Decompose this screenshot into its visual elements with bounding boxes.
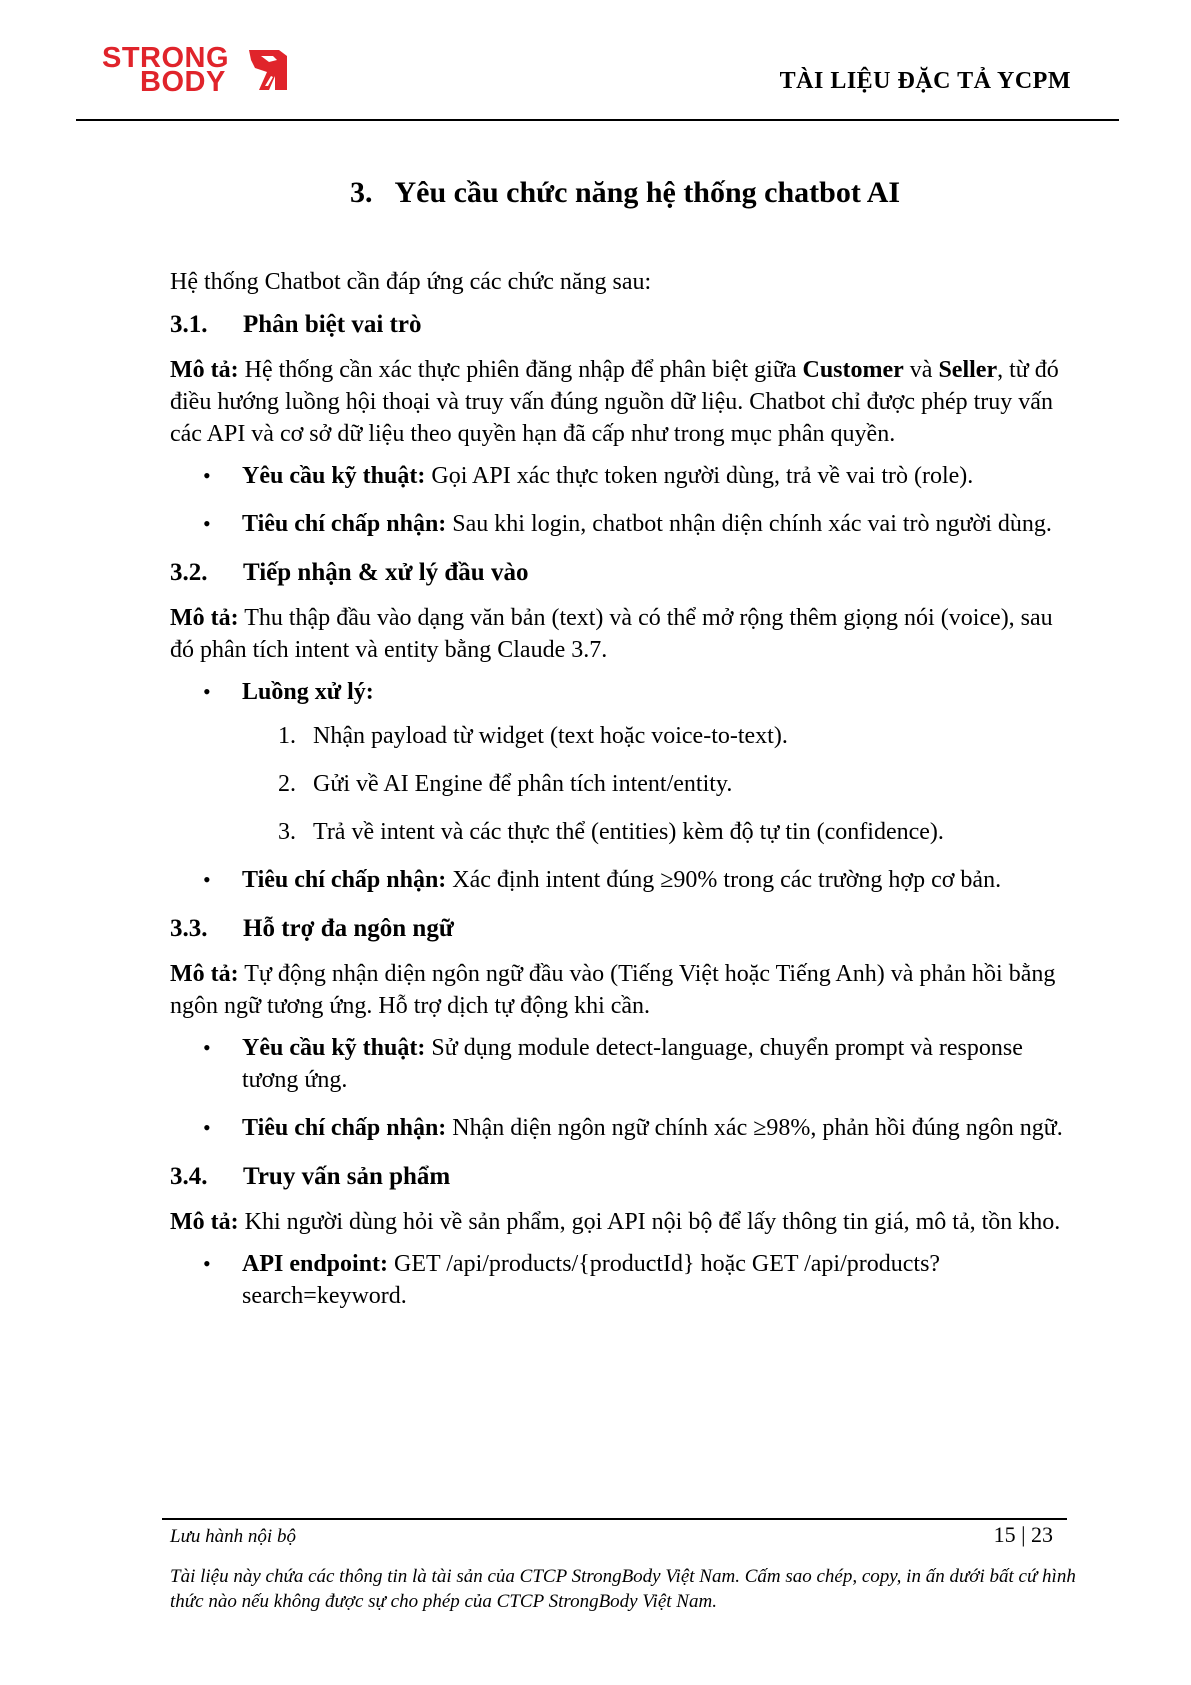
bullet-label: Luồng xử lý:: [242, 679, 374, 705]
section-number: 3.: [349, 176, 373, 209]
subsection-title: Phân biệt vai trò: [243, 311, 422, 338]
numbered-list: [170, 720, 1080, 848]
numbered-item: [170, 768, 1080, 800]
list-item: [170, 460, 1080, 492]
desc-text: , từ đó điều hướng luồng hội thoại và truy vấn đúng nguồn dữ liệu. Chatbot chỉ được phép truy vấn các API và cơ sở dữ liệu theo quyền hạn đã cấp như trong mục phân quyền.: [170, 357, 1059, 447]
confidentiality-note: Tài liệu này chứa các thông tin là tài sản của CTCP StrongBody Việt Nam. Cấm sao chép, copy, in ấn dưới bất cứ hình thức nào nếu không được sự cho phép của CTCP StrongBody Việt Nam.: [170, 1566, 1076, 1612]
footer-divider: [162, 1518, 1067, 1520]
section-heading: [170, 178, 1080, 208]
bullet-text: Nhận diện ngôn ngữ chính xác ≥98%, phản hồi đúng ngôn ngữ.: [446, 1115, 1063, 1141]
footer-distribution-label: Lưu hành nội bộ: [170, 1526, 296, 1547]
desc-text: Thu thập đầu vào dạng văn bản (text) và có thể mở rộng thêm giọng nói (voice), sau đó phân tích intent và entity bằng Claude 3.7.: [170, 605, 1053, 663]
bullet-list: [170, 460, 1080, 540]
role-customer: Customer: [802, 357, 904, 383]
desc-label: Mô tả:: [170, 357, 239, 383]
page-content: [170, 160, 1080, 1328]
subsection-description: [170, 958, 1080, 1022]
desc-label: Mô tả:: [170, 961, 239, 987]
bullet-label: Yêu cầu kỹ thuật:: [242, 463, 426, 489]
bullet-label: API endpoint:: [242, 1251, 389, 1277]
list-item: [170, 508, 1080, 540]
subsection-title: Tiếp nhận & xử lý đầu vào: [243, 559, 529, 586]
list-item: [170, 1248, 1080, 1312]
logo-text-body: BODY: [140, 66, 226, 98]
bullet-list: [170, 676, 1080, 896]
list-item: [170, 1032, 1080, 1096]
step-text: Nhận payload từ widget (text hoặc voice-to-text).: [313, 723, 788, 749]
subsection-heading-3-2: [170, 556, 1080, 590]
step-number: 3.: [278, 819, 296, 845]
subsection-number: 3.2.: [170, 559, 208, 586]
bullet-label: Tiêu chí chấp nhận:: [242, 1115, 447, 1141]
subsection-heading-3-3: [170, 912, 1080, 946]
bullet-text: Gọi API xác thực token người dùng, trả về vai trò (role).: [425, 463, 974, 489]
list-item: [170, 1112, 1080, 1144]
desc-label: Mô tả:: [170, 1209, 239, 1235]
bullet-list: [170, 1032, 1080, 1144]
subsection-description: [170, 354, 1080, 450]
bullet-label: Tiêu chí chấp nhận:: [242, 511, 447, 537]
desc-text: Hệ thống cần xác thực phiên đăng nhập để phân biệt giữa: [238, 357, 803, 383]
bullet-text: GET /api/products/{productId} hoặc GET /api/products?search=keyword.: [242, 1251, 941, 1309]
step-text: Gửi về AI Engine để phân tích intent/entity.: [313, 771, 733, 797]
bullet-list: [170, 1248, 1080, 1312]
role-seller: Seller: [938, 357, 998, 383]
subsection-heading-3-4: [170, 1160, 1080, 1194]
step-number: 2.: [278, 771, 296, 797]
subsection-number: 3.1.: [170, 311, 208, 338]
subsection-description: [170, 1206, 1080, 1238]
list-item: [170, 864, 1080, 896]
header-divider: [76, 119, 1119, 121]
section-intro: Hệ thống Chatbot cần đáp ứng các chức năng sau:: [170, 269, 652, 295]
bullet-text: Sau khi login, chatbot nhận diện chính xác vai trò người dùng.: [446, 511, 1052, 537]
step-text: Trả về intent và các thực thể (entities) kèm độ tự tin (confidence).: [313, 819, 944, 845]
subsection-number: 3.3.: [170, 915, 208, 942]
bullet-label: Yêu cầu kỹ thuật:: [242, 1035, 426, 1061]
desc-text: và: [903, 357, 939, 383]
subsection-description: [170, 602, 1080, 666]
horse-logo-icon: [245, 46, 291, 92]
subsection-heading-3-1: [170, 308, 1080, 342]
bullet-label: Tiêu chí chấp nhận:: [242, 867, 447, 893]
step-number: 1.: [278, 723, 296, 749]
desc-label: Mô tả:: [170, 605, 239, 631]
numbered-item: [170, 816, 1080, 848]
section-title: Yêu cầu chức năng hệ thống chatbot AI: [394, 176, 901, 209]
desc-text: Tự động nhận diện ngôn ngữ đầu vào (Tiếng Việt hoặc Tiếng Anh) và phản hồi bằng ngôn ngữ tương ứng. Hỗ trợ dịch tự động khi cần.: [170, 961, 1056, 1019]
list-item: [170, 676, 1080, 848]
subsection-title: Truy vấn sản phẩm: [243, 1163, 451, 1190]
company-logo: [102, 44, 292, 96]
document-title: TÀI LIỆU ĐẶC TẢ YCPM: [779, 68, 1071, 94]
numbered-item: [170, 720, 1080, 752]
page-number: 15 | 23: [993, 1522, 1053, 1547]
subsection-title: Hỗ trợ đa ngôn ngữ: [243, 915, 454, 942]
desc-text: Khi người dùng hỏi về sản phẩm, gọi API nội bộ để lấy thông tin giá, mô tả, tồn kho.: [238, 1209, 1061, 1235]
bullet-text: Sử dụng module detect-language, chuyển prompt và response tương ứng.: [242, 1035, 1023, 1093]
subsection-number: 3.4.: [170, 1163, 208, 1190]
logo-text-strong: STRONG: [102, 42, 230, 74]
bullet-text: Xác định intent đúng ≥90% trong các trường hợp cơ bản.: [446, 867, 1002, 893]
